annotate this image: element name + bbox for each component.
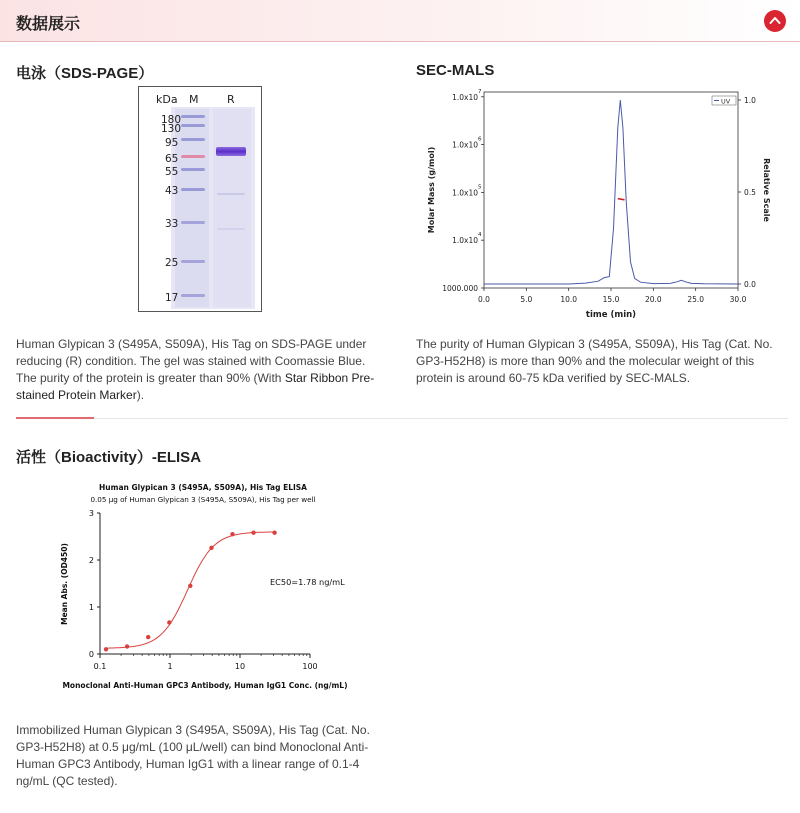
gel-lane-r-label: R bbox=[227, 93, 235, 106]
elisa-data-point bbox=[230, 532, 234, 536]
elisa-chart bbox=[50, 474, 380, 694]
marker-label-43: 43 bbox=[165, 185, 179, 197]
elisa-y-axis-label: Mean Abs. (OD450) bbox=[60, 543, 69, 625]
elisa-y-tick-label: 3 bbox=[88, 509, 94, 518]
elisa-chart-subtitle: 0.05 μg of Human Glypican 3 (S495A, S509A), His Tag per well bbox=[90, 495, 316, 504]
sec-y-tick-label: 1000.000 bbox=[442, 284, 478, 293]
elisa-y-tick-label: 0 bbox=[88, 650, 94, 659]
sec-mals-caption: The purity of Human Glypican 3 (S495A, S509A), His Tag (Cat. No. GP3-H52H8) is more than 90% and the molecular weight of this protein is around 60-75 kDa verified by SEC-MALS. bbox=[416, 337, 773, 385]
sec-y-tick-label: 1.0x10 bbox=[452, 92, 478, 102]
elisa-data-point bbox=[251, 531, 255, 535]
sec-x-tick-label: 25.0 bbox=[687, 295, 705, 304]
elisa-chart-title: Human Glypican 3 (S495A, S509A), His Tag ELISA bbox=[99, 483, 307, 492]
sec-y2-tick-label: 0.0 bbox=[744, 280, 756, 289]
elisa-fit-curve bbox=[106, 532, 275, 648]
uv-series-line bbox=[484, 97, 738, 284]
sec-x-tick-label: 20.0 bbox=[644, 295, 662, 304]
marker-label-25: 25 bbox=[165, 257, 179, 269]
marker-label-55: 55 bbox=[165, 166, 179, 178]
elisa-data-point bbox=[125, 644, 129, 648]
elisa-data-point bbox=[188, 584, 192, 588]
sec-y-tick-exponent: 7 bbox=[478, 88, 482, 95]
elisa-x-tick-label: 0.1 bbox=[93, 662, 107, 671]
section-title: 数据展示 bbox=[16, 16, 81, 33]
elisa-data-point bbox=[146, 635, 150, 639]
sec-x-tick-label: 30.0 bbox=[729, 295, 747, 304]
sec-y-tick-label: 1.0x10 bbox=[452, 236, 478, 246]
gel-unit-label: kDa bbox=[156, 93, 178, 106]
sec-y-tick-label: 1.0x10 bbox=[452, 140, 478, 150]
marker-label-130: 130 bbox=[161, 123, 182, 135]
elisa-data-point bbox=[209, 546, 213, 550]
sec-mals-title: SEC-MALS bbox=[416, 62, 495, 79]
section-divider bbox=[16, 418, 788, 419]
sec-y-tick-exponent: 5 bbox=[478, 184, 482, 191]
marker-label-33: 33 bbox=[165, 218, 179, 230]
sec-x-tick-label: 5.0 bbox=[520, 295, 533, 304]
elisa-title: 活性（Bioactivity）-ELISA bbox=[16, 449, 202, 466]
elisa-x-tick-label: 100 bbox=[302, 662, 318, 671]
elisa-y-tick-label: 2 bbox=[88, 556, 94, 565]
sec-legend bbox=[712, 96, 736, 106]
elisa-data-point bbox=[167, 620, 171, 624]
sec-x-tick-label: 10.0 bbox=[560, 295, 578, 304]
sds-page-title: 电泳（SDS-PAGE） bbox=[16, 65, 154, 82]
elisa-x-axis-label: Monoclonal Anti-Human GPC3 Antibody, Human IgG1 Conc. (ng/mL) bbox=[62, 681, 348, 690]
sds-page-caption: Human Glypican 3 (S495A, S509A), His Tag on SDS-PAGE under reducing (R) condition. The gel was stained with Coomassie Blue. The purity of the protein is greater than 90% (With Star Ribbon Pre-stained Protein Marker). bbox=[16, 337, 375, 402]
marker-label-17: 17 bbox=[165, 292, 179, 304]
elisa-ec50-annotation: EC50=1.78 ng/mL bbox=[270, 577, 345, 587]
sec-x-tick-label: 15.0 bbox=[602, 295, 620, 304]
sec-y-tick-label: 1.0x10 bbox=[452, 188, 478, 198]
section-divider-accent bbox=[16, 417, 94, 419]
marker-label-180: 180 bbox=[161, 114, 182, 126]
elisa-data-point bbox=[272, 531, 276, 535]
sec-legend-label: UV bbox=[721, 97, 731, 106]
sec-y-axis-label: Molar Mass (g/mol) bbox=[427, 146, 436, 234]
marker-label-65: 65 bbox=[165, 153, 179, 165]
sds-page-gel-image bbox=[138, 86, 262, 312]
elisa-x-tick-label: 1 bbox=[167, 662, 173, 671]
marker-label-95: 95 bbox=[165, 137, 179, 149]
elisa-x-tick-label: 10 bbox=[234, 662, 246, 671]
molar-mass-series-line bbox=[618, 199, 625, 200]
sec-y-tick-exponent: 6 bbox=[478, 136, 482, 143]
gel-lane-m-label: M bbox=[189, 93, 199, 106]
sec-y-tick-exponent: 4 bbox=[478, 232, 482, 239]
sec-y2-tick-label: 1.0 bbox=[744, 96, 756, 105]
sec-mals-chart bbox=[420, 84, 780, 324]
section-header bbox=[0, 0, 800, 42]
collapse-button[interactable] bbox=[764, 10, 786, 32]
elisa-y-tick-label: 1 bbox=[88, 603, 94, 612]
sec-y2-tick-label: 0.5 bbox=[744, 188, 756, 197]
marker-link[interactable]: Star Ribbon Pre-stained Protein Marker bbox=[16, 371, 375, 402]
elisa-caption: Immobilized Human Glypican 3 (S495A, S509A), His Tag (Cat. No. GP3-H52H8) at 0.5 μg/mL (100 μL/well) can bind Monoclonal Anti-Human GPC3 Antibody, Human IgG1 with a linear range of 0.1-4 ng/mL (QC tested). bbox=[16, 723, 370, 788]
sec-x-axis-label: time (min) bbox=[585, 310, 637, 320]
sample-band bbox=[216, 147, 246, 156]
sec-x-tick-label: 0.0 bbox=[478, 295, 490, 304]
chevron-up-icon bbox=[769, 16, 781, 25]
sec-y2-axis-label: Relative Scale bbox=[762, 158, 771, 222]
elisa-data-point bbox=[104, 647, 108, 651]
